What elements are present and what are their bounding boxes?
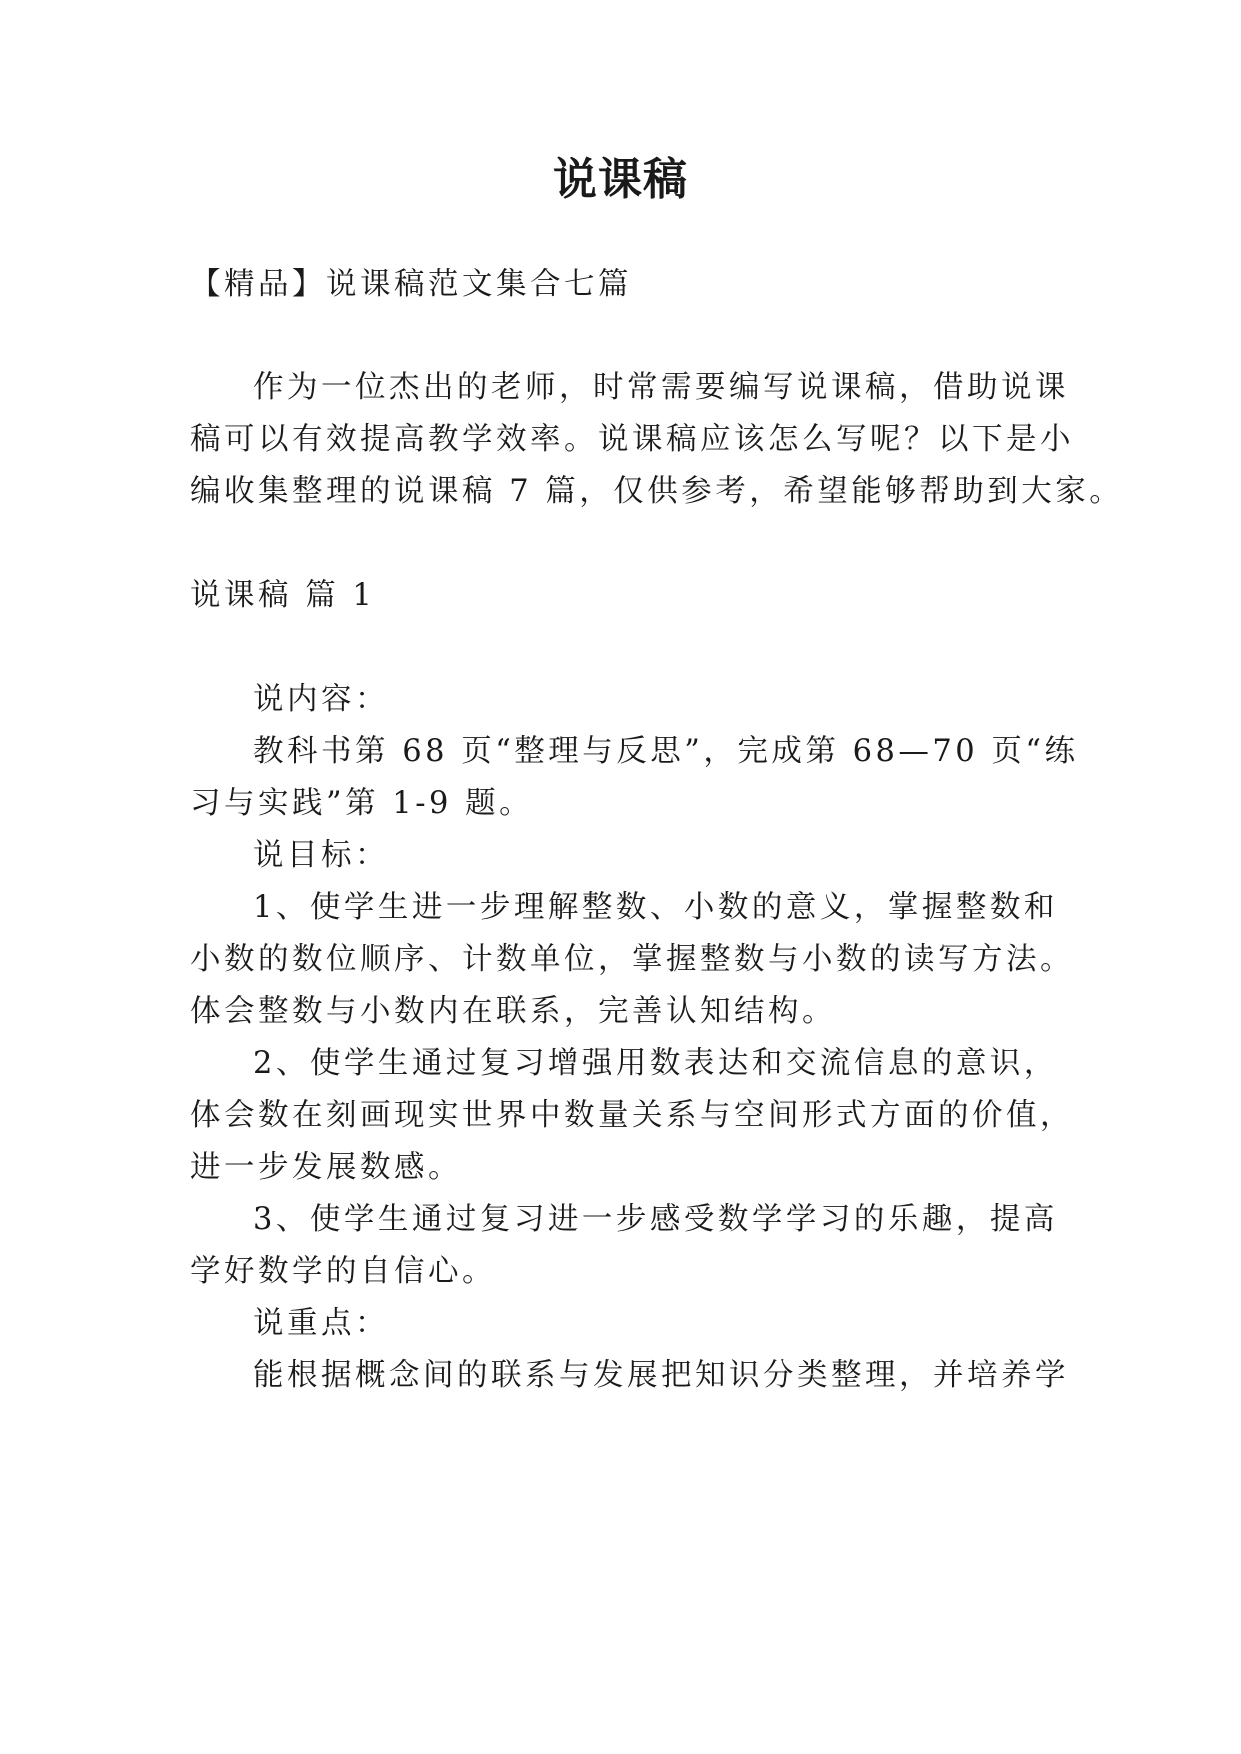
body-line: 说目标： [253, 838, 389, 873]
document-title: 说课稿 [553, 154, 688, 205]
body-line: 小数的数位顺序、计数单位，掌握整数与小数的读写方法。 [190, 942, 1074, 977]
body-line: 教科书第 68 页“整理与反思”，完成第 68—70 页“练 [253, 734, 1079, 769]
body-line: 说重点： [253, 1306, 389, 1341]
document-subtitle: 【精品】说课稿范文集合七篇 [190, 267, 632, 302]
body-line: 3、使学生通过复习进一步感受数学学习的乐趣，提高 [253, 1202, 1058, 1237]
intro-line: 作为一位杰出的老师，时常需要编写说课稿，借助说课 [253, 370, 1069, 405]
body-line: 学好数学的自信心。 [190, 1254, 496, 1289]
body-line: 体会数在刻画现实世界中数量关系与空间形式方面的价值， [190, 1098, 1074, 1133]
section-heading: 说课稿 篇 1 [190, 578, 376, 613]
body-line: 能根据概念间的联系与发展把知识分类整理，并培养学 [253, 1358, 1069, 1393]
intro-line: 编收集整理的说课稿 7 篇，仅供参考，希望能够帮助到大家。 [190, 474, 1124, 509]
intro-line: 稿可以有效提高教学效率。说课稿应该怎么写呢？以下是小 [190, 422, 1074, 457]
body-line: 1、使学生进一步理解整数、小数的意义，掌握整数和 [253, 890, 1058, 925]
body-line: 说内容： [253, 682, 389, 717]
body-line: 体会整数与小数内在联系，完善认知结构。 [190, 994, 836, 1029]
body-line: 2、使学生通过复习增强用数表达和交流信息的意识， [253, 1046, 1058, 1081]
body-line: 进一步发展数感。 [190, 1150, 462, 1185]
body-line: 习与实践”第 1-9 题。 [190, 786, 534, 821]
